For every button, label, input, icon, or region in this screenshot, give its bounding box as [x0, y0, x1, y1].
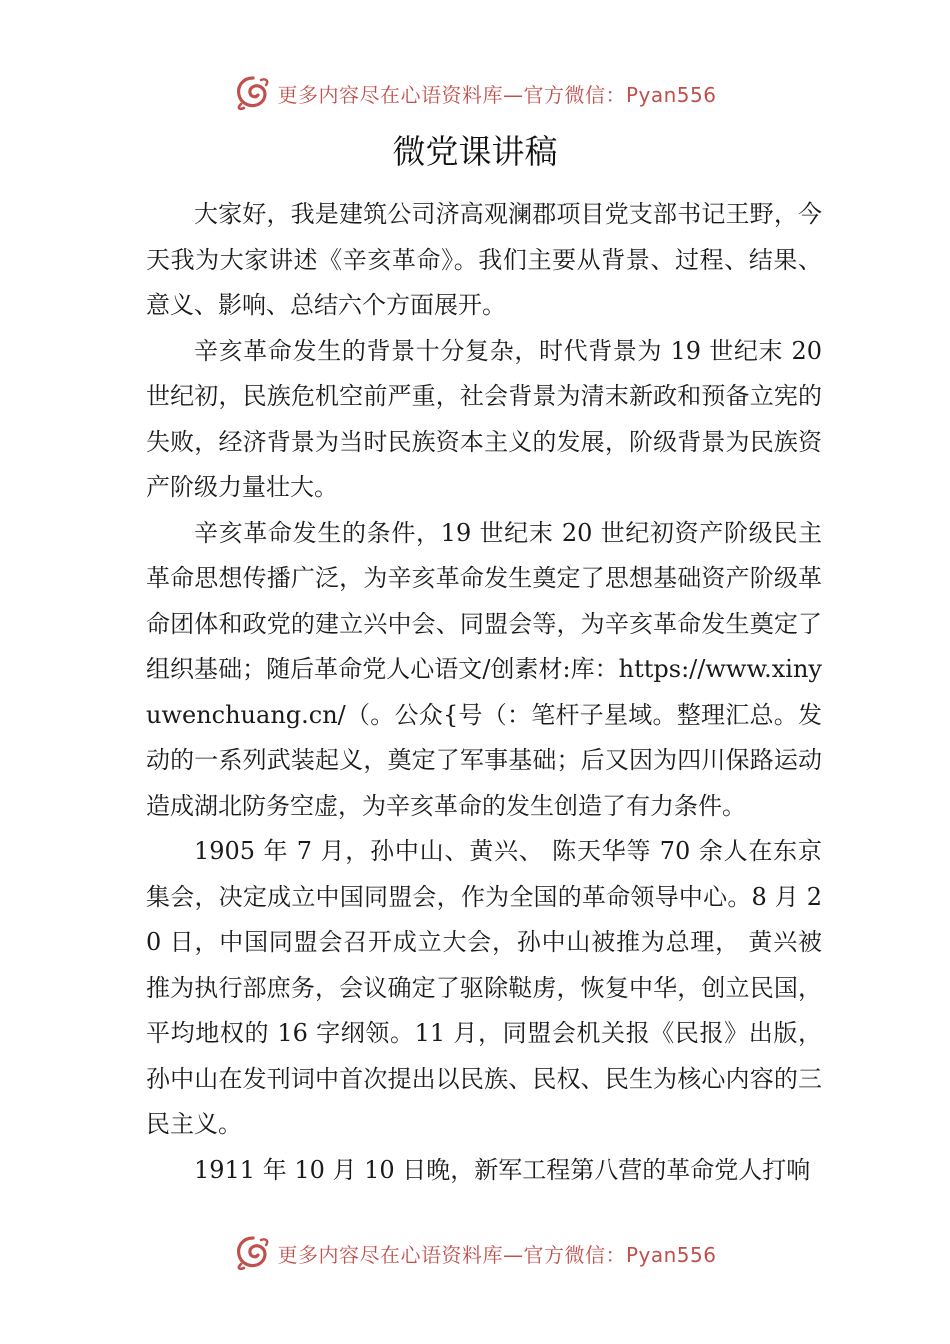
banner-text: 更多内容尽在心语资料库—官方微信：Pyan556 — [277, 1242, 717, 1267]
header-banner — [0, 73, 950, 113]
swirl-logo-icon — [233, 74, 273, 112]
paragraph-1911: 1911 年 10 月 10 日晚，新军工程第八营的革命党人打响 — [194, 1155, 811, 1184]
document-body — [146, 192, 822, 1193]
footer-banner — [0, 1233, 950, 1273]
paragraph-background: 辛亥革命发生的背景十分复杂，时代背景为 19 世纪末 20 世纪初，民族危机空前严重，社会背景为清末新政和预备立宪的失败，经济背景为当时民族资本主义的发展，阶级背景为民族资产阶级力量壮大。 — [146, 336, 822, 501]
swirl-logo-icon — [233, 1234, 273, 1272]
banner-text: 更多内容尽在心语资料库—官方微信：Pyan556 — [277, 82, 717, 107]
paragraph-conditions: 辛亥革命发生的条件，19 世纪末 20 世纪初资产阶级民主革命思想传播广泛，为辛亥革命发生奠定了思想基础资产阶级革命团体和政党的建立兴中会、同盟会等，为辛亥革命发生奠定了组织基础；随后革命党人心语文/创素材:库：https://www.xinyuwenchuang.cn/（。公众{号（：笔杆子星域。整理汇总。发动的一系列武装起义，奠定了军事基础；后又因为四川保路运动造成湖北防务空虚，为辛亥革命的发生创造了有力条件。 — [146, 518, 822, 820]
document-title: 微党课讲稿 — [392, 132, 558, 171]
paragraph-1905: 1905 年 7 月，孙中山、黄兴、 陈天华等 70 余人在东京集会，决定成立中国同盟会，作为全国的革命领导中心。8 月 20 日，中国同盟会召开成立大会，孙中山被推为总理， 黄兴被推为执行部庶务，会议确定了驱除鞑虏，恢复中华，创立民国，平均地权的 16 字纲领。11 月，同盟会机关报《民报》出版，孙中山在发刊词中首次提出以民族、民权、民生为核心内容的三民主义。 — [146, 837, 822, 1138]
paragraph-intro: 大家好，我是建筑公司济高观澜郡项目党支部书记王野，今天我为大家讲述《辛亥革命》。我们主要从背景、过程、结果、意义、影响、总结六个方面展开。 — [146, 200, 822, 319]
